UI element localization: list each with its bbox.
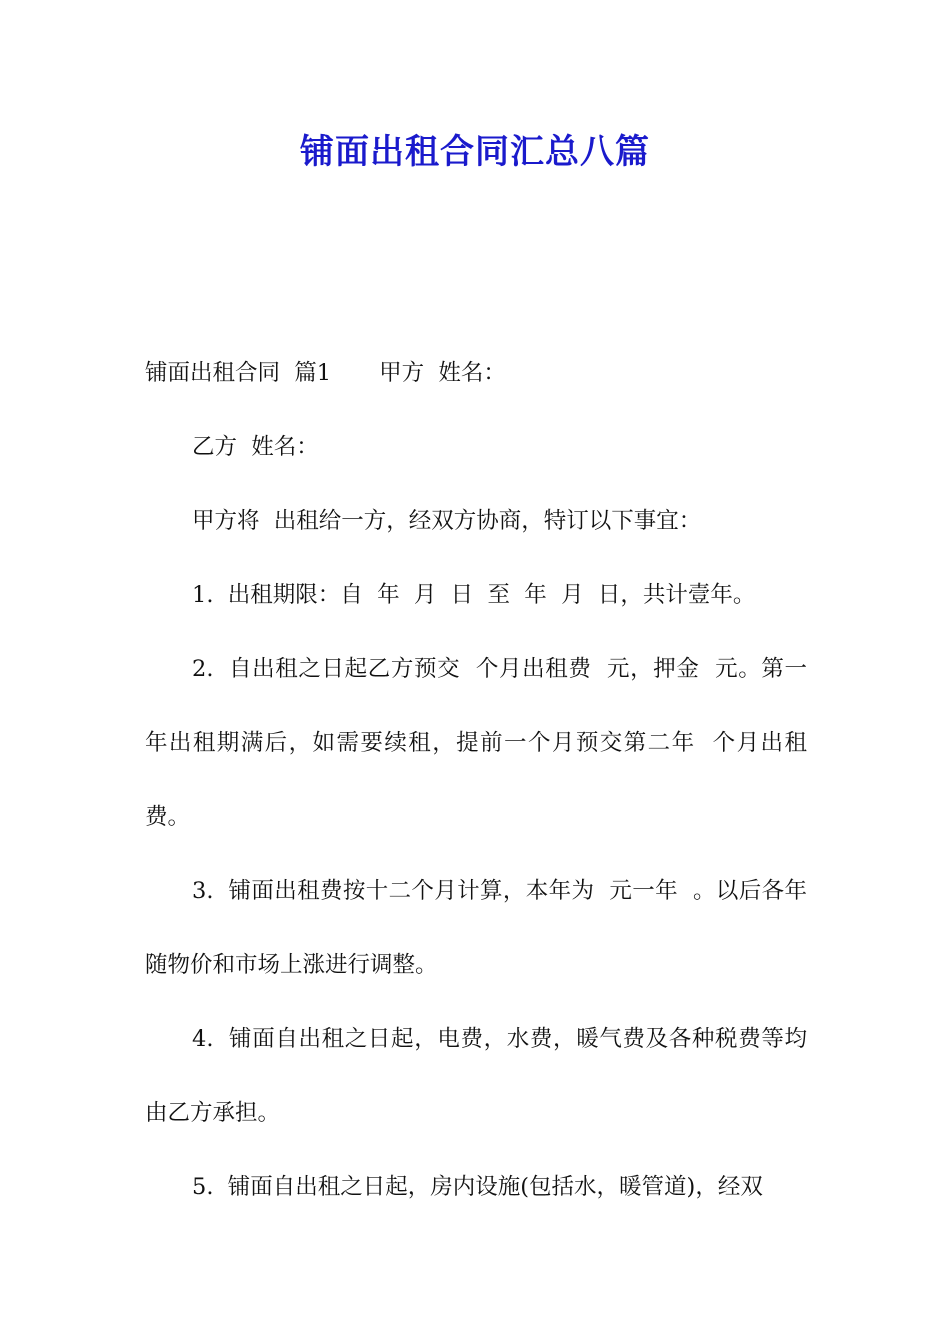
clause-1: 1. 出租期限：自 年 月 日 至 年 月 日，共计壹年。 bbox=[192, 582, 756, 608]
paragraph-1 bbox=[145, 336, 807, 410]
party-a-line: 甲方 姓名： bbox=[379, 360, 506, 386]
document-body bbox=[145, 336, 807, 1224]
clause-3: 3. 铺面出租费按十二个月计算，本年为 元一年 。以后各年随物价和市场上涨进行调整。 bbox=[145, 878, 807, 978]
section-heading: 铺面出租合同 篇1 bbox=[145, 360, 332, 386]
document-title: 铺面出租合同汇总八篇 bbox=[300, 132, 650, 172]
clause-2: 2. 自出租之日起乙方预交 个月出租费 元，押金 元。第一年出租期满后，如需要续租，提前一个月预交第二年 个月出租费。 bbox=[145, 656, 807, 830]
paragraph-2: 乙方 姓名： bbox=[192, 434, 319, 460]
clause-4: 4. 铺面自出租之日起，电费，水费，暖气费及各种税费等均由乙方承担。 bbox=[145, 1026, 807, 1126]
clause-5: 5. 铺面自出租之日起，房内设施(包括水，暖管道)，经双 bbox=[192, 1174, 763, 1200]
paragraph-3: 甲方将 出租给一方，经双方协商，特订以下事宜： bbox=[192, 508, 702, 534]
